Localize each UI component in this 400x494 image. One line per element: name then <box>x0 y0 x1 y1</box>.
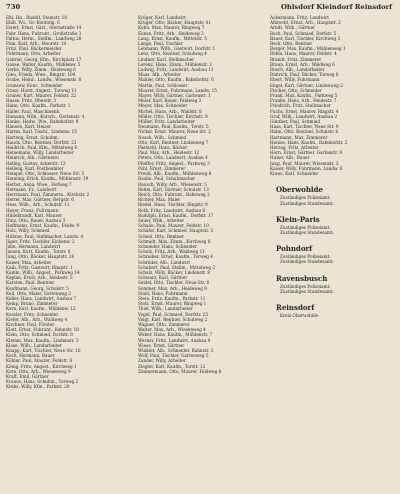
directory-entry: Schulz, Willy, Bäcker, Lindenstr. 8 <box>138 269 211 275</box>
directory-entry: Hübner, Paul, Stellmacher, Landw. 4 <box>6 233 84 239</box>
directory-entry: Lorenz, Hans, Zimm., Mühlenstr. 2 <box>138 61 213 67</box>
directory-entry: Kemp, Bruno, Zimmerer <box>6 301 58 307</box>
directory-entry: Hinz, Otto, Bauer, Ausbau 3 <box>6 217 66 223</box>
directory-entry: Lindner, Karl, Stellmacher <box>138 56 195 62</box>
directory-entry: Paetzold, Hans, Bäcker <box>138 145 188 151</box>
directory-entry: Jahn, Hermann, Landwirt <box>6 243 61 249</box>
directory-entry: Wagner, Otto, Zimmerer <box>138 321 190 327</box>
directory-entry: Fink, Karl, Arb., Moorstr. 14 <box>6 41 67 47</box>
directory-entry: Bach, Paul, Schmied, Dorfstr. 5 <box>270 30 337 36</box>
directory-entry: Hess, Wilh., Arb., Schulstr. 11 <box>6 202 70 208</box>
directory-entry: Hertel, Max, Gärtner, Bergstr. 6 <box>6 197 74 203</box>
directory-entry: Keller, Hans, Landwirt, Ausbau 7 <box>6 295 77 301</box>
directory-entry: Keil, Otto, Maler, Gartenweg 2 <box>6 290 72 296</box>
directory-entry: Lenz, Otto, Rentner, Schulweg 4 <box>138 51 207 57</box>
section-line: Kreis Oberwohlde <box>280 312 319 318</box>
directory-entry: Weber, Hans, Kaufm., Mühlenstr. 7 <box>138 332 213 338</box>
directory-entry: Kiefer, Alb., Arb., Waldweg 4 <box>6 316 68 322</box>
directory-entry: Meyer, Max, Schneider <box>138 103 188 109</box>
section-line: Zuständiges Standesamt: <box>280 288 334 294</box>
directory-entry: Fuchs, Ernst, Maurer, Ringstr. 4 <box>270 108 339 114</box>
directory-entry: Köhler, Paul, Maurer, Feldstr. 6 <box>6 358 73 364</box>
directory-entry: Hamann, Wilh., Kutsch., Gartenstr. 4 <box>6 113 85 119</box>
directory-entry: Hahn, Otto, Rentner, Schulstr. 6 <box>270 129 339 135</box>
directory-entry: Beck, Otto, Rentner <box>270 41 313 47</box>
directory-entry: Albrecht, Ernst, Arb., Hauptstr. 2 <box>270 20 341 26</box>
directory-entry: Korn, Otto, Arb., Wiesenweg 9 <box>6 368 71 374</box>
directory-entry: Fahr. Hans, Fuhrunt., Großstraße 3 <box>6 30 82 36</box>
place-sections <box>270 185 395 318</box>
directory-entry: Busch, Alb., Landarbeiter <box>270 67 325 73</box>
directory-entry: Berger, Max, Kaufm., Mühlenweg 1 <box>270 46 346 52</box>
directory-entry: Vogel, Paul, Schmied, Dorfstr. 23 <box>138 311 208 317</box>
running-title: Ohlsdorf Kleindorf Reinsdorf <box>280 3 392 11</box>
directory-entry: Pfeiffer, Fritz, Angest., Parkweg 3 <box>138 160 210 166</box>
directory-entry: Gransow, Konr., Schneider <box>6 82 63 88</box>
directory-entry: Schröder, Alb., Landwirt <box>138 259 191 265</box>
directory-entry: Schreiber, Ernst, Kaufm., Torweg 4 <box>138 254 213 260</box>
directory-entry: Kaiser, Willy, Fuhrmann, Landw. 6 <box>270 165 343 171</box>
directory-entry: Voigt, Karl, Rentner, Schulweg 2 <box>138 316 208 322</box>
directory-entry: Reich, Otto, Fuhrunt., Bahnweg 2 <box>138 191 210 197</box>
directory-entry: Günther, Paul, Schmied <box>270 119 321 125</box>
directory-entry: Gause, Walter, Kaufm., Mühlenw. 5 <box>6 61 81 67</box>
directory-entry: Gleu, Frieda, Wwe., Ringstr. 104 <box>6 72 76 78</box>
place-section <box>270 215 395 235</box>
directory-entry: Kamm, Wilh., Angest., Parkweg 14 <box>6 269 80 275</box>
directory-entry: Ehlb. Wo., Gr.-Borstelg. 6 <box>6 20 60 26</box>
directory-entry: Preuß, Alb., Kaufm., Mühlenweg 8 <box>138 171 212 177</box>
directory-entry: Walter, Max, Arb., Wiesenweg 4 <box>138 327 206 333</box>
directory-entry: Möller, Otto, Tischler, Kirchstr. 9 <box>138 113 208 119</box>
directory-entry: Otto, Karl, Rentner, Lindenweg 7 <box>138 139 209 145</box>
section-line: Zuständiges Standesamt: <box>280 200 334 206</box>
directory-column-2 <box>138 15 264 374</box>
place-section <box>270 244 395 264</box>
directory-entry: Frank, Max, Kaufm., Parkweg 5 <box>270 93 338 99</box>
directory-entry: Kaplan, Erich, Arb., Heidestr. 3 <box>6 275 73 281</box>
directory-entry: Heinemann, Willy, Landarbeiter <box>6 150 74 156</box>
directory-entry: Ludwig, Fritz, Landwirt, Ausbau 11 <box>138 67 214 73</box>
directory-entry: Herbst, Anna, Wwe., Hofweg 7 <box>6 181 72 187</box>
directory-entry: Grabe, Heinr., Landw., Wiesenstr. 8 <box>6 77 82 83</box>
directory-entry: Kaufmann, Georg, Schulstr. 5 <box>6 285 69 291</box>
section-title: Klein-Paris <box>276 214 320 224</box>
directory-entry: Schubert, Paul, Stellm., Mittelweg 2 <box>138 264 216 270</box>
directory-column-3 <box>270 15 395 318</box>
directory-entry: Schwarz, Karl, Gärtner <box>138 275 188 281</box>
section-line: Zuständiges Polizeiamt: <box>280 283 331 289</box>
directory-entry: Henning, Erich, Kaufm., Mühlenstr. 19 <box>6 176 89 182</box>
page-header <box>6 3 394 15</box>
directory-entry: Klose, Wilh., Landarbeiter <box>6 342 62 348</box>
directory-entry: Fritz, Paul, Bäckermeister <box>6 46 62 52</box>
directory-entry: Nickel, Ernst, Maurer, Neue Str. 2 <box>138 129 211 135</box>
section-title: Ravensbusch <box>276 273 328 283</box>
directory-entry: Schade, Paul, Maurer, Feldstr. 10 <box>138 223 209 229</box>
directory-entry: Kirchner, Paul, Förster <box>6 321 55 327</box>
directory-entry: Grass, Horst, Angest., Torweg 11 <box>6 87 77 93</box>
directory-entry: Bauer, Karl, Tischler, Kirchweg 3 <box>270 35 341 41</box>
place-section <box>270 185 395 205</box>
directory-entry: Heinze, Hans, Kaufm., Bahnhofstr. 2 <box>270 139 348 145</box>
directory-entry: Sauer, Wilh., Arbeiter <box>138 217 185 223</box>
directory-entry: Wiese, Ernst, Gärtner <box>138 342 185 348</box>
directory-entry: Kröger, Karl, Landwirt <box>138 15 186 20</box>
directory-entry: Ziegler, Karl, Kaufm., Torstr. 12 <box>138 363 206 369</box>
directory-entry: Huber, Alb., Bauer <box>270 155 310 161</box>
directory-entry: Paul, Max, Arb., Heidestr. 12 <box>138 150 200 156</box>
directory-entry: Franke, Hans, Arb., Heidestr. 7 <box>270 98 337 104</box>
section-line: Zuständiges Standesamt: <box>280 229 334 235</box>
section-line: Zuständiges Polizeiamt: <box>280 195 331 201</box>
directory-entry: Lange, Paul, Tischler <box>138 41 183 47</box>
directory-entry: Kuhn, Max, Maurer, Ringweg 7 <box>138 25 205 31</box>
directory-entry: Ewert, Ernst, Gärt., Sternstraße 14 <box>6 25 82 31</box>
directory-entry: Herzog, Fritz, Arbeiter <box>270 145 319 151</box>
directory-entry: Pohl, Ernst, Zimmerer <box>138 165 186 171</box>
directory-entry: Jansen, Kurt, Kaufm., Torstr. 8 <box>6 249 71 255</box>
directory-entry: Hoffmann, Ernst, Kaufm., Feldw. 9 <box>6 223 80 229</box>
directory-entry: Heidrich, Paul, Kfm., Mittelweg 6 <box>6 145 78 151</box>
directory-entry: Thiel, Wilh., Landarbeiter <box>138 306 193 312</box>
section-title: Oberwohlde <box>276 185 323 195</box>
directory-entry: Lang, Ernst, Kaufm., Mittelstr. 5 <box>138 35 207 41</box>
directory-entry: Raabe, Paul, Schuhmacher <box>138 176 196 182</box>
directory-entry: Hellwig, Karl, Postbeamter <box>6 165 64 171</box>
directory-entry: Rehm, Karl, Gärtner, Schulstr. 13 <box>138 186 209 192</box>
directory-entry: Hildebrandt, Karl, Maurer <box>6 212 62 218</box>
directory-entry: Koch, Hermann, Bauer <box>6 353 55 359</box>
directory-entry: Mayer, Willy, Gärtner, Gartenstr. 1 <box>138 93 211 99</box>
directory-entry: Zimmermann, Otto, Maurer, Feldweg 8 <box>138 368 222 374</box>
directory-entry: Richter, Max, Maler <box>138 197 181 203</box>
directory-column-1 <box>6 15 130 390</box>
directory-entry: Sommer, Max, Arb., Heideweg 9 <box>138 285 207 291</box>
directory-entry: Haas, Karl, Tischler, Neue Str. 9 <box>270 124 339 130</box>
directory-entry: Schäfer, Karl, Schmied, Hauptstr. 3 <box>138 228 214 234</box>
directory-entry: Hansen, Kurt, Heizer <box>6 124 52 130</box>
directory-entry: Harms, Karl, Tischl., Lindenw. 15 <box>6 129 77 135</box>
directory-entry: Maurer, Ernst, Fuhrmann, Landw. 15 <box>138 87 217 93</box>
directory-entry: Helbig, Gustav, Ackerstr. 12 <box>6 160 66 166</box>
directory-entry: Scholz, Fritz, Arb., Waldweg 11 <box>138 249 205 255</box>
directory-entry: Maas, Alb., Arbeiter <box>138 72 181 78</box>
directory-entry: Rudolph, Ernst, Kaufm., Dorfstr. 17 <box>138 212 214 218</box>
directory-entry: Jung, Paul, Maurer, Wiesenstr. 3 <box>270 160 339 166</box>
directory-entry: Brandt, Fritz, Zimmerer <box>270 56 322 62</box>
directory-entry: Knapp, Kurt, Tischler, Neue Str. 10 <box>6 348 81 353</box>
section-title: Pohndorf <box>276 244 313 254</box>
directory-entry: Seidel, Otto, Tischler, Neue Str. 6 <box>138 280 210 286</box>
directory-entry: Hermann, Fr., Landwirt <box>6 186 57 192</box>
directory-entry: Stahl, Hans, Fuhrmann <box>138 290 188 296</box>
directory-entry: Ackermann, Fritz, Landwirt <box>270 15 329 20</box>
directory-entry: Jung, Otto, Bäcker, Hauptstr. 26 <box>6 254 75 260</box>
directory-entry: Werner, Fritz, Landwirt, Ausbau 9 <box>138 337 211 343</box>
directory-entry: Faltus, Herm., Stellm., Landweg 28 <box>6 35 82 41</box>
directory-entry: Arndt, Wilh., Gärtner <box>270 25 316 31</box>
directory-entry: Holz, Willy, Schmied <box>6 228 50 234</box>
directory-entry: Kraft, Emil, Gärtner <box>6 374 49 380</box>
directory-entry: Hahn, Otto, Kaufm., Parkstr. 1 <box>6 103 71 109</box>
directory-column-3-entries <box>270 15 395 176</box>
directory-entry: Müller, Fritz, Landarbeiter <box>138 119 195 125</box>
page-number: 730 <box>6 3 21 11</box>
directory-entry: Kern, Karl, Kaufm., Mühlenw. 12 <box>6 306 76 312</box>
directory-entry: Wolf, Paul, Tischler, Gartenweg 5 <box>138 353 209 359</box>
directory-entry: Hauck, Otto, Rentner, Dorfstr. 21 <box>6 139 77 145</box>
directory-entry: Meier, Karl, Bauer, Feldweg 3 <box>138 98 202 104</box>
directory-entry: Noack, Wilh., Schmied <box>138 134 187 140</box>
directory-entry: Mahler, Otto, Kaufm., Bahnhofstr. 6 <box>138 77 214 83</box>
directory-entry: Fuhrmann, Otto, Arbeiter <box>6 51 61 57</box>
section-title: Reinsdorf <box>276 302 315 312</box>
directory-entry: Gerke, Willy, Zimm., Heideweg 6 <box>6 67 76 73</box>
directory-entry: Rausch, Willy, Arb., Wiesenstr. 5 <box>138 181 207 187</box>
directory-entry: Kessler, Fritz, Schneider <box>6 311 59 317</box>
directory-entry: Hartmann, Max, Zimmerer <box>270 134 328 140</box>
directory-entry: Hanke, Hedw., Ww., Bahnhofstr. 9 <box>6 119 79 125</box>
directory-entry: König, Fritz, Angest., Kirchweg 1 <box>6 363 77 369</box>
directory-entry: Schmidt, Max, Zimm., Kirchweg 6 <box>138 238 211 244</box>
place-section <box>270 303 395 318</box>
directory-entry: Stolz, Ernst, Maurer, Ringweg 1 <box>138 301 207 307</box>
directory-entry: Heinrich, Alb., Gärtnerei <box>6 155 59 161</box>
directory-entry: Kunze, Fritz, Arb., Heideweg 3 <box>138 30 204 36</box>
directory-entry: Stein, Fritz, Kaufm., Parkstr. 11 <box>138 295 206 301</box>
directory-entry: Scheel, Otto, Rentner <box>138 233 185 239</box>
directory-entry: Graf, Wilh., Landwirt, Ausbau 2 <box>270 113 338 119</box>
directory-entry: Braun, Ernst, Arb., Waldweg 6 <box>270 61 335 67</box>
directory-entry: Klemm, Max, Kaufm., Lindenstr. 3 <box>6 337 79 343</box>
directory-entry: Winkler, Alb., Schneider, Bahnstr. 3 <box>138 348 214 353</box>
directory-entry: Heyer, Franz, Fuhrmann <box>6 207 59 213</box>
directory-entry: Herrmann, Paul, Zimmerm., Kirchstr. 2 <box>6 191 90 197</box>
directory-entry: Jäger, Fritz, Tischler, Eichenw. 2 <box>6 238 75 244</box>
directory-entry: Kalb, Fritz, Gastwirt, Ringstr. 1 <box>6 264 73 270</box>
directory-entry: Neumann, Paul, Kaufm., Torstr. 5 <box>138 124 209 130</box>
directory-entry: Gabriel, Georg, Kfm., Kirchplatz 17 <box>6 56 82 62</box>
directory-entry: Peters, Otto, Landwirt, Ausbau 4 <box>138 155 208 161</box>
directory-entry: Horn, Ernst, Gärtner, Gartenstr. 9 <box>270 150 343 156</box>
section-line: Zuständiges Standesamt: <box>280 259 334 265</box>
directory-entry: Roth, Fritz, Landwirt, Ausbau 6 <box>138 207 206 213</box>
directory-entry: Zander, Willy, Arbeiter <box>138 358 186 364</box>
directory-entry: Martin, Paul, Schlosser <box>138 82 188 88</box>
directory-entry: Haase, Fritz, Oberstr. 3 <box>6 98 57 104</box>
section-line: Zuständiges Polizeiamt: <box>280 224 331 230</box>
directory-entry: Hempel, Otto, Schlosser, Neue Str. 3 <box>6 171 85 177</box>
directory-entry: Ebert, Willy, Fuhrmann <box>270 77 320 83</box>
directory-entry: Fischer, Otto, Schneider <box>270 87 322 93</box>
directory-entry: Krebs, Willy, Kfm., Parkstr. 20 <box>6 384 70 390</box>
directory-entry: Schneider, Hans, Schneider <box>138 243 198 249</box>
directory-entry: Friedrich, Fritz, Stellmacher <box>270 103 331 109</box>
place-section <box>270 274 395 294</box>
directory-entry: Krause, Hans, Schuhm., Torweg 2 <box>6 379 79 385</box>
directory-entry: Gruner, Kurt, Maurer, Feldstr. 22 <box>6 93 77 99</box>
directory-entry: Karsten, Paul, Rentner <box>6 280 55 286</box>
directory-entry: Böhm, Hans, Maurer, Feldstr. 4 <box>270 51 337 57</box>
directory-entry: Lehmann, Wilh., Gastwirt, Dorfstr. 1 <box>138 46 216 52</box>
directory-entry: Klein, Otto, Schmied, Dorfstr. 8 <box>6 332 73 338</box>
directory-entry: Engel, Karl, Gärtner, Lindenweg 2 <box>270 82 343 88</box>
directory-entry: Ehl. Hn., Rudolf, Steinstr. 10 <box>6 15 67 20</box>
directory-entry: Michel, Hans, Arb., Waldstr. 8 <box>138 108 202 114</box>
directory-entry: Kraus, Karl, Schneider <box>270 171 319 177</box>
directory-entry: Hartwig, Ernst, Schuhm. <box>6 134 59 140</box>
section-line: Zuständiges Polizeiamt: <box>280 254 331 260</box>
directory-entry: Haller, Paul, Maschinenb. <box>6 108 61 114</box>
directory-entry: Kaiser, Max, Arbeiter <box>6 259 52 265</box>
directory-entry: Krüger, Otto, Bäcker, Hauptstr. 41 <box>138 20 211 26</box>
directory-entry: Dietrich, Paul, Bäcker, Torweg 8 <box>270 72 339 78</box>
directory-entry: Riedel, Hans, Tischler, Ringstr. 9 <box>138 202 208 208</box>
directory-entry: Klatt, Ernst, Fuhrunt., Bahnstr. 18 <box>6 327 79 333</box>
